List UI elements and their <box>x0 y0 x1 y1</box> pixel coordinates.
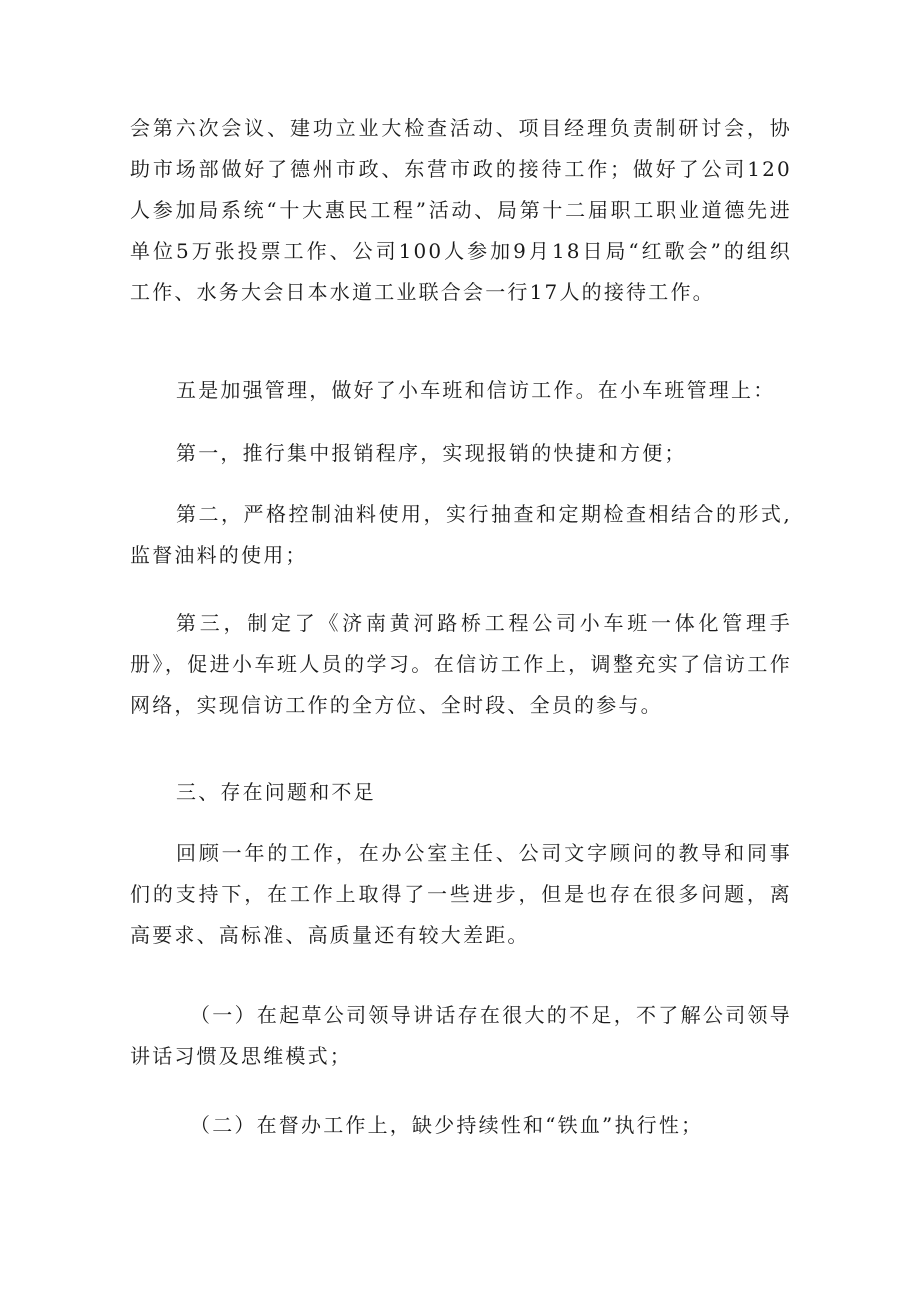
paragraph-management-intro: 五是加强管理，做好了小车班和信访工作。在小车班管理上： <box>176 378 776 402</box>
paragraph-item-first: 第一，推行集中报销程序，实现报销的快捷和方便； <box>176 441 687 465</box>
paragraph-problem-one: （一）在起草公司领导讲话存在很大的不足，不了解公司领导讲话习惯及思维模式； <box>130 1003 792 1068</box>
paragraph-reception-work: 会第六次会议、建功立业大检查活动、项目经理负责制研讨会，协助市场部做好了德州市政、东营市政的接待工作；做好了公司120人参加局系统“十大惠民工程”活动、局第十二届职工职业道德先进单位5万张投票工作、公司100人参加9月18日局“红歌会”的组织工作、水务大会日本水道工业联合会一行17人的接待工作。 <box>130 116 792 304</box>
section-heading-problems: 三、存在问题和不足 <box>176 780 376 804</box>
paragraph-review: 回顾一年的工作，在办公室主任、公司文字顾问的教导和同事们的支持下，在工作上取得了一些进步，但是也存在很多问题，离高要求、高标准、高质量还有较大差距。 <box>130 841 792 947</box>
paragraph-item-second: 第二，严格控制油料使用，实行抽查和定期检查相结合的形式,监督油料的使用； <box>130 502 792 567</box>
paragraph-item-third: 第三，制定了《济南黄河路桥工程公司小车班一体化管理手册》，促进小车班人员的学习。在信访工作上，调整充实了信访工作网络，实现信访工作的全方位、全时段、全员的参与。 <box>130 611 792 717</box>
paragraph-problem-two: （二）在督办工作上，缺少持续性和“铁血”执行性； <box>190 1113 704 1137</box>
